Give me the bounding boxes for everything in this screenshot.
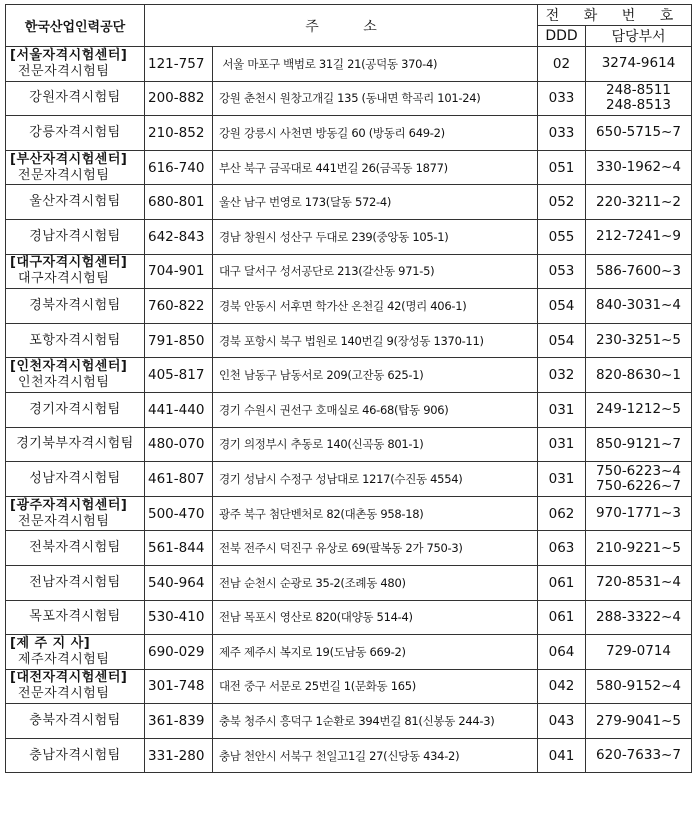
ddd-cell: 054: [538, 323, 586, 358]
table-row: [6, 81, 692, 116]
table-row: [6, 358, 692, 393]
dept-phone-cell: [586, 358, 692, 393]
office-name-cell: [6, 254, 145, 289]
ddd-cell: 062: [538, 496, 586, 531]
table-row: [6, 704, 692, 739]
phone-number: 850-9121~7: [596, 435, 681, 452]
center-label: [광주자격시험센터]: [10, 497, 128, 513]
phone-number: 220-3211~2: [596, 193, 681, 210]
dept-phone-cell: [586, 116, 692, 151]
header-row: [6, 5, 692, 26]
zip-code-cell: 210-852: [145, 116, 213, 151]
ddd-cell: 064: [538, 635, 586, 670]
phone-number: 970-1771~3: [596, 505, 681, 522]
dept-phone-cell: [586, 254, 692, 289]
office-name-cell: [6, 47, 145, 82]
address-cell: 전남 목포시 영산로 820(대양동 514-4): [213, 600, 538, 635]
ddd-cell: 052: [538, 185, 586, 220]
dept-phone-cell: [586, 704, 692, 739]
team-label: 강릉자격시험팀: [29, 124, 121, 140]
center-label: [서울자격시험센터]: [10, 47, 128, 63]
phone-number: 288-3322~4: [596, 608, 681, 625]
address-cell: 경기 수원시 권선구 호매실로 46-68(탑동 906): [213, 392, 538, 427]
center-label: [대전자격시험센터]: [10, 670, 128, 686]
table-row: [6, 565, 692, 600]
phone-number: 580-9152~4: [596, 677, 681, 694]
phone-header: 전 화 번 호: [538, 5, 692, 26]
address-cell: 경북 안동시 서후면 학가산 온천길 42(명리 406-1): [213, 289, 538, 324]
table-row: [6, 116, 692, 151]
ddd-cell: 02: [538, 47, 586, 82]
team-label: 강원자격시험팀: [29, 90, 121, 106]
phone-number: 820-8630~1: [596, 366, 681, 383]
phone-number: 230-3251~5: [596, 332, 681, 349]
team-label: 울산자격시험팀: [29, 194, 121, 210]
zip-code-cell: 500-470: [145, 496, 213, 531]
team-label: 포항자격시험팀: [29, 332, 121, 348]
table-row: [6, 669, 692, 704]
table-row: [6, 47, 692, 82]
table-row: [6, 531, 692, 566]
zip-code-cell: 642-843: [145, 219, 213, 254]
dept-phone-cell: [586, 219, 692, 254]
ddd-cell: 063: [538, 531, 586, 566]
phone-number: 3274-9614: [601, 55, 676, 72]
phone-number: 750-6226~7: [596, 477, 681, 494]
address-cell: 경기 의정부시 추동로 140(신곡동 801-1): [213, 427, 538, 462]
phone-number: 720-8531~4: [596, 574, 681, 591]
dept-phone-cell: [586, 496, 692, 531]
dept-phone-cell: [586, 635, 692, 670]
office-name-cell: [6, 150, 145, 185]
dept-phone-cell: [586, 81, 692, 116]
table-row: [6, 427, 692, 462]
center-label: [제 주 지 사]: [10, 635, 91, 651]
zip-code-cell: 405-817: [145, 358, 213, 393]
dept-header: 담당부서: [586, 26, 692, 47]
office-name-cell: [6, 669, 145, 704]
dept-phone-cell: [586, 150, 692, 185]
address-cell: 전북 전주시 덕진구 유상로 69(팔복동 2가 750-3): [213, 531, 538, 566]
dept-phone-cell: [586, 323, 692, 358]
ddd-cell: 053: [538, 254, 586, 289]
team-label: 목포자격시험팀: [29, 609, 121, 625]
address-header: 주 소: [145, 5, 538, 47]
table-row: [6, 392, 692, 427]
zip-code-cell: 441-440: [145, 392, 213, 427]
zip-code-cell: 704-901: [145, 254, 213, 289]
office-name-cell: [6, 738, 145, 773]
table-row: [6, 323, 692, 358]
ddd-cell: 033: [538, 116, 586, 151]
table-row: [6, 219, 692, 254]
address-cell: 경기 성남시 수정구 성남대로 1217(수진동 4554): [213, 462, 538, 497]
team-label: 전북자격시험팀: [29, 540, 121, 556]
table-row: [6, 254, 692, 289]
phone-number: 840-3031~4: [596, 297, 681, 314]
office-name-cell: [6, 565, 145, 600]
center-label: [대구자격시험센터]: [10, 255, 128, 271]
zip-code-cell: 540-964: [145, 565, 213, 600]
phone-number: 248-8511: [606, 82, 671, 99]
center-label: [인천자격시험센터]: [10, 359, 128, 375]
dept-phone-cell: [586, 565, 692, 600]
zip-code-cell: 480-070: [145, 427, 213, 462]
phone-number: 210-9221~5: [596, 539, 681, 556]
table-row: [6, 600, 692, 635]
team-label: 전문자격시험팀: [18, 167, 110, 183]
address-cell: 울산 남구 번영로 173(달동 572-4): [213, 185, 538, 220]
office-name-cell: [6, 392, 145, 427]
address-cell: 경북 포항시 북구 법원로 140번길 9(장성동 1370-11): [213, 323, 538, 358]
team-label: 충북자격시험팀: [29, 713, 121, 729]
ddd-cell: 031: [538, 462, 586, 497]
zip-code-cell: 301-748: [145, 669, 213, 704]
address-cell: 부산 북구 금곡대로 441번길 26(금곡동 1877): [213, 150, 538, 185]
ddd-cell: 031: [538, 392, 586, 427]
ddd-header: DDD: [538, 26, 586, 47]
address-cell: 전남 순천시 순광로 35-2(조례동 480): [213, 565, 538, 600]
dept-phone-cell: [586, 669, 692, 704]
team-label: 전남자격시험팀: [29, 574, 121, 590]
zip-code-cell: 760-822: [145, 289, 213, 324]
dept-phone-cell: [586, 427, 692, 462]
team-label: 경북자격시험팀: [29, 297, 121, 313]
team-label: 인천자격시험팀: [18, 375, 110, 391]
team-label: 경남자격시험팀: [29, 228, 121, 244]
table-row: [6, 635, 692, 670]
ddd-cell: 041: [538, 738, 586, 773]
zip-code-cell: 121-757: [145, 47, 213, 82]
zip-code-cell: 530-410: [145, 600, 213, 635]
zip-code-cell: 616-740: [145, 150, 213, 185]
office-name-cell: [6, 185, 145, 220]
office-name-cell: [6, 462, 145, 497]
phone-number: 729-0714: [606, 643, 671, 660]
ddd-cell: 061: [538, 565, 586, 600]
team-label: 경기북부자격시험팀: [16, 436, 134, 452]
ddd-cell: 033: [538, 81, 586, 116]
address-cell: 서울 마포구 백범로 31길 21(공덕동 370-4): [213, 47, 538, 82]
address-cell: 충남 천안시 서북구 천일고1길 27(신당동 434-2): [213, 738, 538, 773]
ddd-cell: 054: [538, 289, 586, 324]
ddd-cell: 031: [538, 427, 586, 462]
office-name-cell: [6, 323, 145, 358]
team-label: 경기자격시험팀: [29, 401, 121, 417]
office-name-cell: [6, 600, 145, 635]
phone-number: 212-7241~9: [596, 228, 681, 245]
zip-code-cell: 331-280: [145, 738, 213, 773]
team-label: 성남자격시험팀: [29, 470, 121, 486]
office-name-cell: [6, 358, 145, 393]
address-cell: 대구 달서구 성서공단로 213(갈산동 971-5): [213, 254, 538, 289]
address-cell: 제주 제주시 복지로 19(도남동 669-2): [213, 635, 538, 670]
dept-phone-cell: [586, 392, 692, 427]
dept-phone-cell: [586, 738, 692, 773]
dept-phone-cell: [586, 185, 692, 220]
org-header: 한국산업인력공단: [6, 5, 145, 47]
address-cell: 강원 강릉시 사천면 방동길 60 (방동리 649-2): [213, 116, 538, 151]
dept-phone-cell: [586, 47, 692, 82]
dept-phone-cell: [586, 462, 692, 497]
dept-phone-cell: [586, 289, 692, 324]
phone-number: 248-8513: [606, 97, 671, 114]
office-name-cell: [6, 289, 145, 324]
phone-number: 650-5715~7: [596, 124, 681, 141]
team-label: 전문자격시험팀: [18, 686, 110, 702]
office-name-cell: [6, 635, 145, 670]
table-row: [6, 462, 692, 497]
address-cell: 경남 창원시 성산구 두대로 239(중앙동 105-1): [213, 219, 538, 254]
office-name-cell: [6, 531, 145, 566]
office-name-cell: [6, 704, 145, 739]
team-label: 대구자격시험팀: [18, 271, 110, 287]
center-label: [부산자격시험센터]: [10, 151, 128, 167]
table-row: [6, 185, 692, 220]
office-name-cell: [6, 219, 145, 254]
dept-phone-cell: [586, 531, 692, 566]
team-label: 전문자격시험팀: [18, 63, 110, 79]
office-directory-table: [5, 4, 692, 773]
zip-code-cell: 791-850: [145, 323, 213, 358]
ddd-cell: 042: [538, 669, 586, 704]
dept-phone-cell: [586, 600, 692, 635]
phone-number: 750-6223~4: [596, 462, 681, 479]
table-row: [6, 289, 692, 324]
zip-code-cell: 690-029: [145, 635, 213, 670]
address-cell: 광주 북구 첨단벤처로 82(대촌동 958-18): [213, 496, 538, 531]
phone-number: 620-7633~7: [596, 747, 681, 764]
office-name-cell: [6, 81, 145, 116]
address-cell: 대전 중구 서문로 25번길 1(문화동 165): [213, 669, 538, 704]
table-row: [6, 738, 692, 773]
office-name-cell: [6, 116, 145, 151]
address-cell: 충북 청주시 흥덕구 1순환로 394번길 81(신봉동 244-3): [213, 704, 538, 739]
ddd-cell: 043: [538, 704, 586, 739]
zip-code-cell: 680-801: [145, 185, 213, 220]
zip-code-cell: 561-844: [145, 531, 213, 566]
ddd-cell: 055: [538, 219, 586, 254]
address-cell: 강원 춘천시 원창고개길 135 (동내면 학곡리 101-24): [213, 81, 538, 116]
phone-number: 586-7600~3: [596, 262, 681, 279]
zip-code-cell: 461-807: [145, 462, 213, 497]
office-name-cell: [6, 427, 145, 462]
table-row: [6, 150, 692, 185]
office-name-cell: [6, 496, 145, 531]
phone-number: 249-1212~5: [596, 401, 681, 418]
team-label: 충남자격시험팀: [29, 747, 121, 763]
zip-code-cell: 361-839: [145, 704, 213, 739]
phone-number: 279-9041~5: [596, 712, 681, 729]
table-row: [6, 496, 692, 531]
ddd-cell: 061: [538, 600, 586, 635]
address-cell: 인천 남동구 남동서로 209(고잔동 625-1): [213, 358, 538, 393]
team-label: 제주자격시험팀: [18, 651, 110, 667]
team-label: 전문자격시험팀: [18, 513, 110, 529]
zip-code-cell: 200-882: [145, 81, 213, 116]
phone-number: 330-1962~4: [596, 159, 681, 176]
ddd-cell: 051: [538, 150, 586, 185]
ddd-cell: 032: [538, 358, 586, 393]
